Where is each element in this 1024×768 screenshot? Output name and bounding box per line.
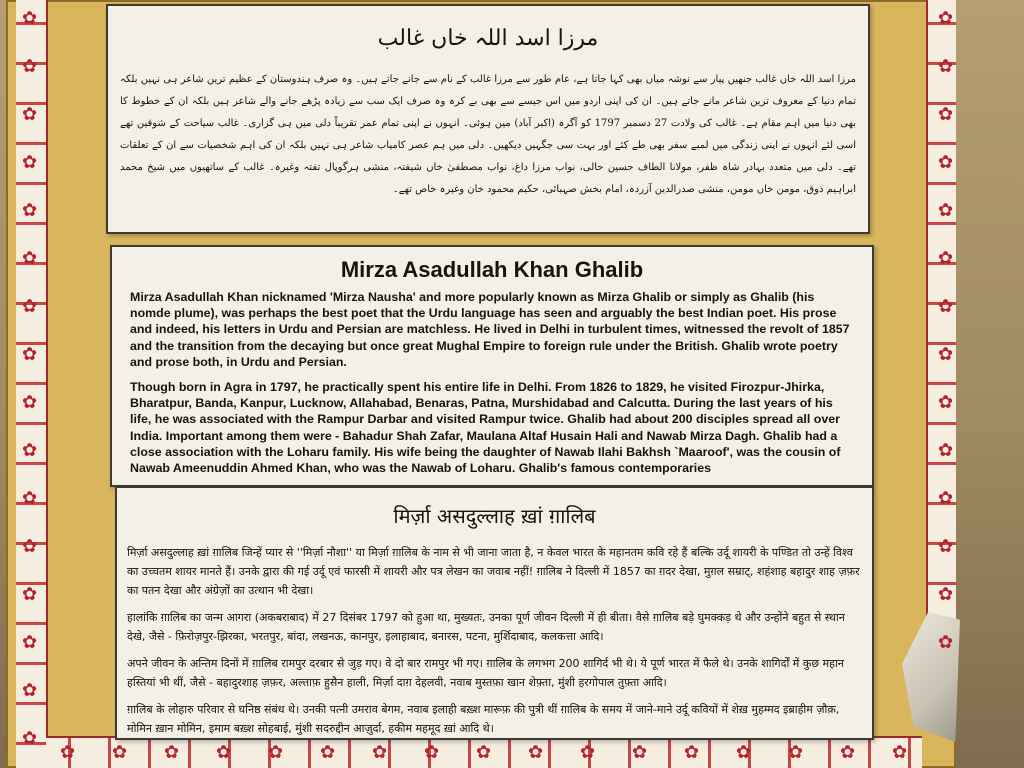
flower-motif-icon: ✿ — [112, 742, 128, 763]
flower-motif-icon: ✿ — [892, 742, 908, 763]
flower-motif-icon: ✿ — [938, 344, 954, 365]
flower-motif-icon: ✿ — [938, 248, 954, 269]
english-body — [112, 283, 872, 476]
flower-motif-icon: ✿ — [22, 536, 38, 557]
hindi-paragraph: मिर्ज़ा असदुल्लाह ख़ां ग़ालिब जिन्हें प्यार से ''मिर्ज़ा नौशा'' या मिर्ज़ा ग़ालिब के नाम से भी जाना जाता है, न केवल भारत के महानतम कवि रहे हैं बल्कि उर्दू शायरी के पण्डित तो उन्हें विश्व का उच्चतम शायर मानते हैं। उनके द्वारा की गई उर्दू एवं फारसी में शायरी और पत्र लेखन का जवाब नहीं! ग़ालिब ने दिल्ली में 1857 का ग़दर देखा, मुग़ल सम्राट्, शहंशाह बहादुर शाह ज़फ़र का पतन देखा और अंग्रेज़ों का उत्थान भी देखा। — [127, 546, 860, 597]
flower-motif-icon: ✿ — [938, 440, 954, 461]
flower-motif-icon: ✿ — [22, 344, 38, 365]
hindi-paragraph: हालांकि ग़ालिब का जन्म आगरा (अकबराबाद) में 27 दिसंबर 1797 को हुआ था, मुख्यतः, उनका पूर्ण जीवन दिल्ली में ही बीता। वैसे ग़ालिब बड़े घुमक्कड़ थे और उन्होंने बहुत से स्थान देखे, जैसे - फ़िरोज़पुर-झिरका, भरतपुर, बांदा, लखनऊ, कानपुर, इलाहाबाद, बनारस, पटना, मुर्शिदाबाद, कलकत्ता आदि। — [127, 611, 845, 643]
flower-motif-icon: ✿ — [22, 440, 38, 461]
english-paragraph: Though born in Agra in 1797, he practically spent his entire life in Delhi. From 1826 to 1829, he visited Firozpur-Jhirka, Bharatpur, Banda, Kanpur, Lucknow, Allahabad, Benaras, Patna, Murshidabad and Calcutta. During the last years of his life, he was associated with the Rampur Darbar and visited Rampur twice. Ghalib had about 200 disciples spread all over India. Important among them were - Bahadur Shah Zafar, Maulana Altaf Husain Hali and Nawab Mirza Dagh. Ghalib had a close association with the Loharu family. His wife being the daughter of Nawab Ilahi Bakhsh `Maaroof', was the cousin of Nawab Ameenuddin Ahmed Khan, who was the Nawab of Loharu. Ghalib's famous contemporaries — [130, 380, 841, 476]
flower-motif-icon: ✿ — [22, 392, 38, 413]
flower-motif-icon: ✿ — [938, 536, 954, 557]
flower-motif-icon: ✿ — [164, 742, 180, 763]
urdu-title: مرزا اسد اللہ خاں غالب — [377, 26, 599, 51]
hindi-title: मिर्ज़ा असदुल्लाह ख़ां ग़ालिब — [393, 504, 596, 528]
flower-motif-icon: ✿ — [632, 742, 648, 763]
flower-motif-icon: ✿ — [938, 104, 954, 125]
floral-border-right — [926, 0, 956, 680]
flower-motif-icon: ✿ — [938, 488, 954, 509]
flower-motif-icon: ✿ — [22, 104, 38, 125]
flower-motif-icon: ✿ — [736, 742, 752, 763]
flower-motif-icon: ✿ — [580, 742, 596, 763]
flower-motif-icon: ✿ — [938, 392, 954, 413]
flower-motif-icon: ✿ — [268, 742, 284, 763]
hindi-body — [117, 529, 872, 738]
flower-motif-icon: ✿ — [528, 742, 544, 763]
hindi-paragraph: अपने जीवन के अन्तिम दिनों में ग़ालिब रामपुर दरबार से जुड़ गए। वे दो बार रामपुर भी गए। ग़ालिब के लगभग 200 शागिर्द भी थे। ये पूर्ण भारत में फैले थे। उनके शागिर्दों में कुछ महान हस्तियां भी थीं, जैसे - बहादुरशाह ज़फ़र, अल्ताफ़ हुसैन हाली, मिर्ज़ा दाग़ देहलवी, नवाब मुस्तफ़ा खान शेफ़्ता, मुंशी हरगोपाल तुफ़्ता आदि। — [127, 657, 844, 689]
flower-motif-icon: ✿ — [22, 584, 38, 605]
flower-motif-icon: ✿ — [22, 200, 38, 221]
english-panel — [110, 245, 874, 487]
urdu-body: مرزا اسد اللہ خاں غالب جنھیں پیار سے نوشہ میاں بھی کہا جاتا ہے، عام طور سے مرزا غالب کے نام سے جانے جاتے ہیں۔ وہ صرف ہندوستان کے عظیم ترین شاعر ہی نہیں بلکہ تمام دنیا کے معروف ترین شاعر مانے جاتے ہیں۔ ان کی اپنی اردو میں اس جیسے سے بھی بے کرہ وہ صرف ایک سب سے زیادہ پڑھے جانے والے شاعر ہیں بلکہ ان کے خطوط کا بھی دنیا میں اہم مقام ہے۔ غالب کی ولادت 27 دسمبر 1797 کو آگرہ (اکبر آباد) میں ہوئی۔ انہوں نے اپنی تمام عمر تقریباً دلی میں ہی گزاری۔ غالب سیاحت کے شوقین تھے اسی لئے انہوں نے اپنی زندگی میں لمبے سفر بھی طے کئے اور بہت سی جگہیں دیکھیں۔ دلی میں ہم عصر کامیاب شاعر ہی نہیں بلکہ ان کی اہم شخصیات سے ان کے تعلقات تھے۔ دلی میں متعدد بہادر شاہ ظفر، مولانا الطاف حسین حالی، نواب مرزا داغ، نواب مصطفیٰ خاں شیفتہ، منشی ہرگوپال تفتہ وغیرہ۔ غالب کے ساتھیوں میں شیخ محمد ابراہیم ذوق، مومن خاں مومن، منشی صدرالدین آزردہ، امام بخش صہبائی، حکیم محمود خان وغیرہ خاص تھے۔ — [120, 74, 856, 195]
flower-motif-icon: ✿ — [938, 584, 954, 605]
flower-motif-icon: ✿ — [938, 200, 954, 221]
flower-motif-icon: ✿ — [424, 742, 440, 763]
flower-motif-icon: ✿ — [22, 152, 38, 173]
flower-motif-icon: ✿ — [938, 56, 954, 77]
flower-motif-icon: ✿ — [476, 742, 492, 763]
flower-motif-icon: ✿ — [938, 632, 954, 653]
flower-motif-icon: ✿ — [60, 742, 76, 763]
flower-motif-icon: ✿ — [22, 8, 38, 29]
flower-motif-icon: ✿ — [788, 742, 804, 763]
english-title: Mirza Asadullah Khan Ghalib — [340, 257, 644, 282]
flower-motif-icon: ✿ — [22, 488, 38, 509]
flower-motif-icon: ✿ — [22, 56, 38, 77]
flower-motif-icon: ✿ — [22, 632, 38, 653]
flower-motif-icon: ✿ — [372, 742, 388, 763]
english-paragraph: Mirza Asadullah Khan nicknamed 'Mirza Nausha' and more popularly known as Mirza Ghalib or simply as Ghalib (his nomde plume), was perhaps the best poet that the Urdu language has seen and arguably the best Indian poet. His prose and indeed, his letters in Urdu and Persian are matchless. He lived in Delhi in turbulent times, witnessed the revolt of 1857 and the transition from the decaying but once great Mughal Empire to foreign rule under the British. Ghalib wrote poetry and prose both, in Urdu and Persian. — [130, 290, 850, 369]
hindi-panel — [115, 486, 874, 740]
flower-motif-icon: ✿ — [684, 742, 700, 763]
flower-motif-icon: ✿ — [22, 248, 38, 269]
flower-motif-icon: ✿ — [22, 296, 38, 317]
flower-motif-icon: ✿ — [320, 742, 336, 763]
flower-motif-icon: ✿ — [938, 152, 954, 173]
flower-motif-icon: ✿ — [22, 728, 38, 749]
flower-motif-icon: ✿ — [840, 742, 856, 763]
flower-motif-icon: ✿ — [22, 680, 38, 701]
flower-motif-icon: ✿ — [216, 742, 232, 763]
flower-motif-icon: ✿ — [938, 296, 954, 317]
flower-motif-icon: ✿ — [938, 8, 954, 29]
urdu-panel — [106, 4, 870, 234]
hindi-paragraph: ग़ालिब के लोहारु परिवार से घनिष्ठ संबंध थे। उनकी पत्नी उमराव बेगम, नवाब इलाही बख़्श मारूफ़ की पुत्री थीं ग़ालिब के समय में जाने-माने उर्दू कवियों में शेख़ मुहम्मद इब्राहीम ज़ौक़, मोमिन ख़ान मोमिन, इमाम बख़्श सोहबाई, मुंशी सदरुद्दीन आज़ुर्दा, हकीम महमूद ख़ां आदि थे। — [127, 703, 840, 735]
